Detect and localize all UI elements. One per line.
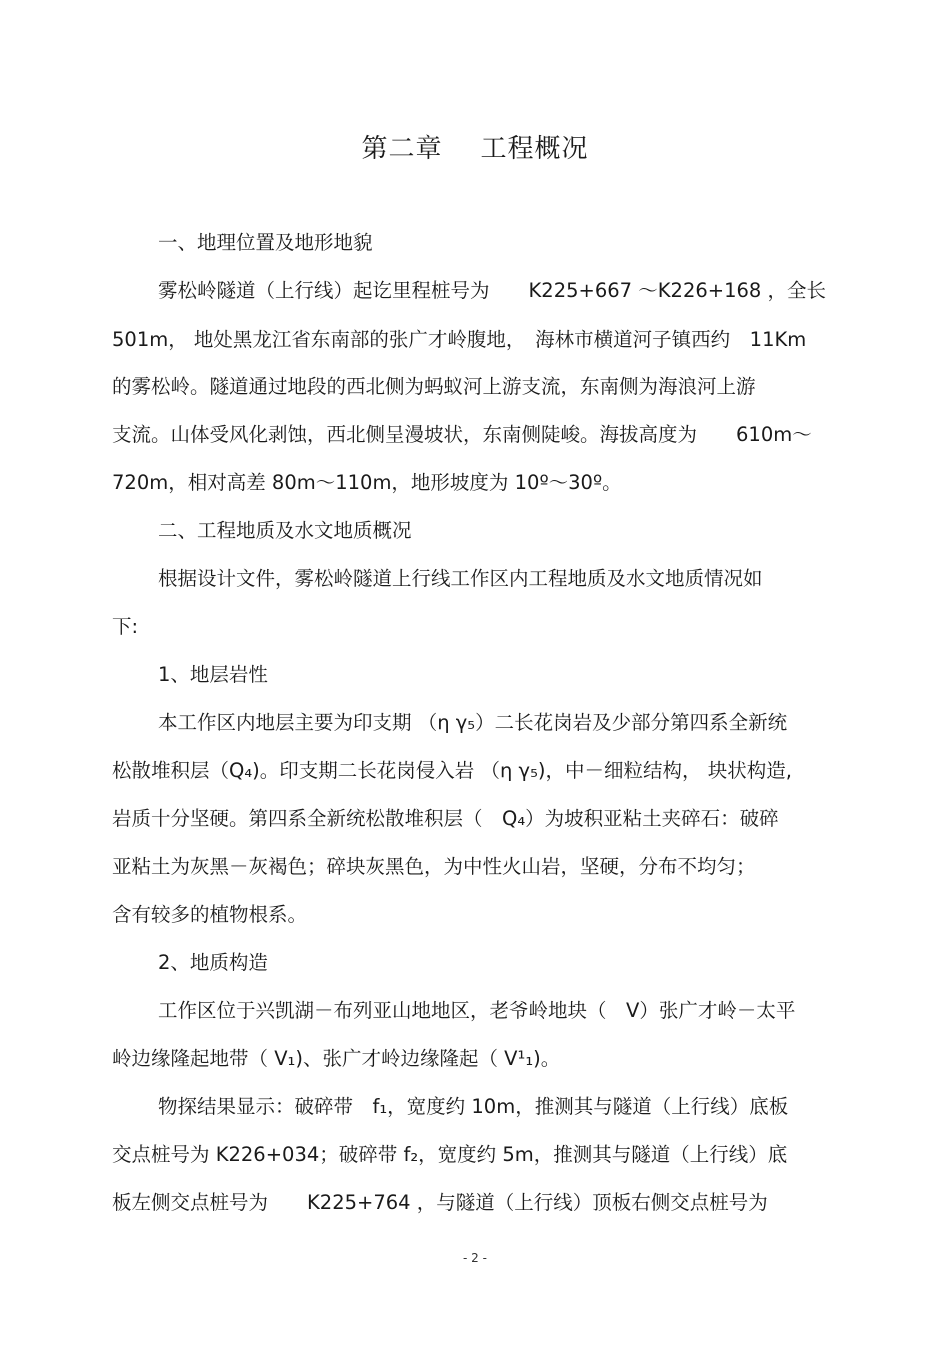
paragraph-line: 工作区位于兴凯湖－布列亚山地地区，老爷岭地块（ V）张广才岭－太平 bbox=[158, 999, 796, 1022]
subsection-heading: 1、地层岩性 bbox=[158, 663, 268, 686]
paragraph-line: 720m，相对高差 80m～110m，地形坡度为 10º～30º。 bbox=[112, 471, 622, 494]
paragraph-line: 物探结果显示：破碎带 f₁，宽度约 10m，推测其与隧道（上行线）底板 bbox=[158, 1095, 789, 1118]
paragraph-line: 本工作区内地层主要为印支期 （η γ₅）二长花岗岩及少部分第四系全新统 bbox=[158, 711, 788, 734]
section-heading: 二、工程地质及水文地质概况 bbox=[158, 519, 412, 542]
paragraph-line: 下: bbox=[112, 615, 139, 638]
paragraph-line: 松散堆积层（Q₄)。印支期二长花岗侵入岩 （η γ₅)，中－细粒结构， 块状构造, bbox=[112, 759, 792, 782]
page-number: - 2 - bbox=[463, 1251, 487, 1265]
paragraph-line: 板左侧交点桩号为 K225+764 ，与隧道（上行线）顶板右侧交点桩号为 bbox=[112, 1191, 768, 1214]
chapter-title bbox=[0, 128, 950, 165]
paragraph-line: 支流。山体受风化剥蚀，西北侧呈漫坡状，东南侧陡峻。海拔高度为 610m～ bbox=[112, 423, 812, 446]
paragraph-line: 岭边缘隆起地带（ V₁)、张广才岭边缘隆起（ V¹₁)。 bbox=[112, 1047, 561, 1070]
paragraph-line: 根据设计文件，雾松岭隧道上行线工作区内工程地质及水文地质情况如 bbox=[158, 567, 763, 590]
section-heading: 一、地理位置及地形地貌 bbox=[158, 231, 373, 254]
paragraph-line: 交点桩号为 K226+034；破碎带 f₂，宽度约 5m，推测其与隧道（上行线）底 bbox=[112, 1143, 788, 1166]
paragraph-line: 的雾松岭。隧道通过地段的西北侧为蚂蚁河上游支流，东南侧为海浪河上游 bbox=[112, 375, 756, 398]
chapter-number: 第二章 bbox=[361, 134, 443, 164]
paragraph-line: 雾松岭隧道（上行线）起讫里程桩号为 K225+667 ～K226+168 ，全长 bbox=[158, 279, 827, 302]
chapter-name: 工程概况 bbox=[480, 134, 589, 164]
paragraph-line: 岩质十分坚硬。第四系全新统松散堆积层（ Q₄）为坡积亚粘土夹碎石：破碎 bbox=[112, 807, 779, 830]
paragraph-line: 501m， 地处黑龙江省东南部的张广才岭腹地， 海林市横道河子镇西约 11Km bbox=[112, 328, 807, 351]
paragraph-line: 含有较多的植物根系。 bbox=[112, 903, 308, 926]
subsection-heading: 2、地质构造 bbox=[158, 951, 268, 974]
paragraph-line: 亚粘土为灰黑－灰褐色；碎块灰黑色，为中性火山岩，坚硬，分布不均匀； bbox=[112, 855, 756, 878]
